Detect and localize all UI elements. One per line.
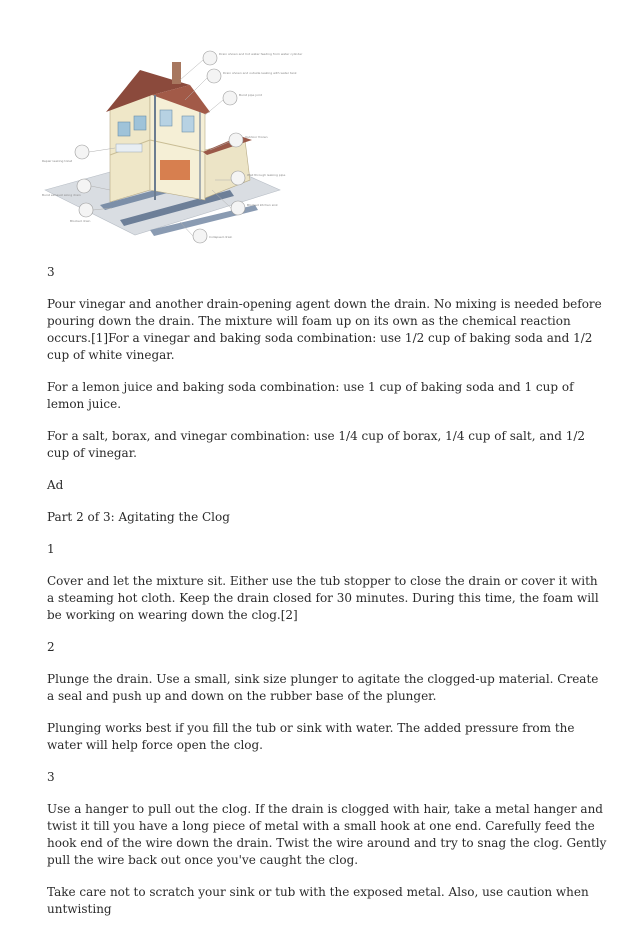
ad-label: Ad <box>47 478 64 492</box>
step-number: 3 <box>47 770 55 784</box>
step-instruction: Use a hanger to pull out the clog. If the drain is clogged with hair, take a metal hanger and twist it till you have a long piece of metal with a small hook at one end. Carefully feed the hook end of the wire down the drain. Twist the wire around and try to snag the clog. Gently pull the wire back out once you've caught the clog. <box>47 802 607 867</box>
step-number: 3 <box>47 265 55 279</box>
tip-paragraph: Take care not to scratch your sink or tub with the exposed metal. Also, use caution when untwisting <box>47 885 589 916</box>
house-plumbing-cutaway-illustration <box>40 40 303 252</box>
svg-text:Burst exhaust along drain: Burst exhaust along drain <box>42 193 81 197</box>
step-number: 2 <box>47 640 55 654</box>
tip-paragraph: For a lemon juice and baking soda combination: use 1 cup of baking soda and 1 cup of lemon juice. <box>47 380 574 411</box>
svg-text:Collapsed drain: Collapsed drain <box>209 235 233 239</box>
article-body <box>47 264 607 933</box>
step-instruction: Pour vinegar and another drain-opening agent down the drain. No mixing is needed before pouring down the drain. The mixture will foam up on its own as the chemical reaction occurs.[1]For a vinegar and baking soda combination: use 1/2 cup of baking soda and 1/2 cup of white vinegar. <box>47 297 602 362</box>
step-instruction: Cover and let the mixture sit. Either use the tub stopper to close the drain or cover it with a steaming hot cloth. Keep the drain closed for 30 minutes. During this time, the foam will be working on wearing down the clog.[2] <box>47 574 599 622</box>
svg-text:Repair leaking toilet: Repair leaking toilet <box>42 159 73 163</box>
svg-text:Drain shown and outside leakin: Drain shown and outside leaking with water tank <box>223 71 297 75</box>
tip-paragraph: For a salt, borax, and vinegar combination: use 1/4 cup of borax, 1/4 cup of salt, and 1/2 cup of vinegar. <box>47 429 586 460</box>
svg-text:Blocked drain: Blocked drain <box>70 219 91 223</box>
step-instruction: Plunge the drain. Use a small, sink size plunger to agitate the clogged-up material. Create a seal and push up and down on the rubber base of the plunger. <box>47 672 599 703</box>
svg-text:Blocked kitchen sink: Blocked kitchen sink <box>247 203 278 207</box>
tip-paragraph: Plunging works best if you fill the tub or sink with water. The added pressure from the water will help force open the clog. <box>47 721 575 752</box>
section-heading: Part 2 of 3: Agitating the Clog <box>47 510 230 524</box>
svg-text:Drain shown and hot water feed: Drain shown and hot water feeding from water cylinder <box>219 52 303 56</box>
step-number: 1 <box>47 542 55 556</box>
svg-text:Wall through leaking pipe: Wall through leaking pipe <box>247 173 286 177</box>
svg-text:Outdoor frozen: Outdoor frozen <box>245 135 268 139</box>
svg-text:Burst pipe joint: Burst pipe joint <box>239 93 262 97</box>
